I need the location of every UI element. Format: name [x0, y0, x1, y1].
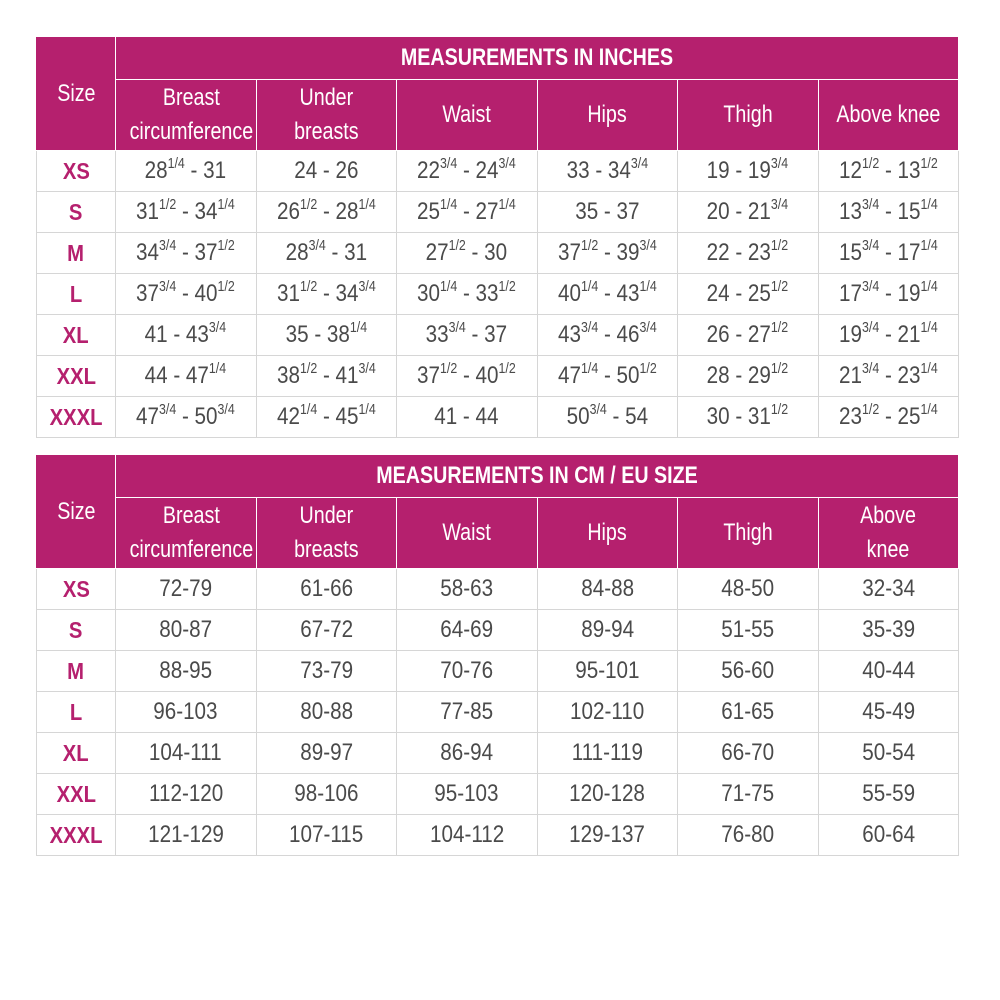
- measurement-value: 89-94: [580, 616, 634, 643]
- table-row: [37, 733, 959, 774]
- measurement-value: 80-87: [159, 616, 213, 643]
- table-title: MEASUREMENTS IN CM / EU SIZE: [116, 455, 959, 498]
- measurement-cell: [537, 356, 678, 397]
- measurement-cell: [537, 274, 678, 315]
- measurement-value: $34^{3/4} - 37^{1/2}$: [136, 237, 236, 266]
- measurement-value: $15^{3/4} - 17^{1/4}$: [838, 237, 938, 266]
- measurement-cell: [678, 733, 819, 774]
- measurement-value: 89-97: [299, 739, 353, 766]
- measurement-cell: [678, 569, 819, 610]
- measurement-value: 40-44: [861, 657, 915, 684]
- table-row: [37, 397, 959, 438]
- measurement-value: 72-79: [159, 575, 213, 602]
- size-label-text: L: [69, 698, 83, 725]
- measurement-cell: [818, 774, 959, 815]
- measurement-cell: [116, 692, 257, 733]
- measurement-value: 95-103: [434, 780, 499, 807]
- measurement-cell: [678, 651, 819, 692]
- measurement-value: 73-79: [299, 657, 353, 684]
- measurement-value: $33^{3/4} - 37$: [426, 319, 508, 348]
- size-label-text: XL: [63, 321, 89, 348]
- measurement-value: $37^{1/2} - 39^{3/4}$: [557, 237, 657, 266]
- measurement-value: 61-66: [299, 575, 353, 602]
- measurement-value: $23^{1/2} - 25^{1/4}$: [838, 401, 938, 430]
- measurement-cell: [818, 569, 959, 610]
- measurement-cell: [818, 733, 959, 774]
- size-label: [37, 569, 116, 610]
- measurement-value: 24 - 26: [294, 157, 359, 184]
- measurement-value: $47^{3/4} - 50^{3/4}$: [136, 401, 236, 430]
- measurement-cell: [256, 151, 397, 192]
- measurement-value: 70-76: [440, 657, 494, 684]
- measurement-cell: [537, 151, 678, 192]
- measurement-value: 86-94: [440, 739, 494, 766]
- table-row: [37, 610, 959, 651]
- measurement-cell: [116, 610, 257, 651]
- measurement-cell: [818, 651, 959, 692]
- measurement-value: 61-65: [721, 698, 775, 725]
- measurement-cell: [537, 397, 678, 438]
- measurement-cell: [678, 815, 819, 856]
- measurement-value: 32-34: [861, 575, 915, 602]
- measurement-cell: [537, 610, 678, 651]
- column-header-breast: Breast circumference: [116, 80, 257, 151]
- measurement-value: $31^{1/2} - 34^{1/4}$: [136, 196, 236, 225]
- measurement-cell: [818, 610, 959, 651]
- size-label: [37, 651, 116, 692]
- measurement-cell: [256, 397, 397, 438]
- measurement-cell: [116, 774, 257, 815]
- measurement-cell: [256, 815, 397, 856]
- measurement-value: $38^{1/2} - 41^{3/4}$: [276, 360, 376, 389]
- measurement-value: $44 - 47^{1/4}$: [145, 360, 227, 389]
- measurement-value: 129-137: [569, 821, 646, 848]
- measurement-value: $30^{1/4} - 33^{1/2}$: [417, 278, 517, 307]
- size-column-header: Size: [37, 37, 116, 151]
- measurement-value: 76-80: [721, 821, 775, 848]
- measurement-value: $30 - 31^{1/2}$: [707, 401, 789, 430]
- measurement-cell: [818, 315, 959, 356]
- measurement-cell: [397, 774, 538, 815]
- measurement-value: 35 - 37: [575, 198, 640, 225]
- size-table-cm: [36, 454, 959, 856]
- measurement-cell: [397, 397, 538, 438]
- measurement-cell: [537, 692, 678, 733]
- measurement-cell: [116, 151, 257, 192]
- measurement-value: 80-88: [299, 698, 353, 725]
- measurement-cell: [818, 233, 959, 274]
- column-header-waist: Waist: [397, 80, 538, 151]
- measurement-value: 71-75: [721, 780, 775, 807]
- measurement-value: $37^{1/2} - 40^{1/2}$: [417, 360, 517, 389]
- size-label-text: S: [69, 198, 83, 225]
- size-label: [37, 733, 116, 774]
- column-header-under-breasts: Under breasts: [256, 80, 397, 151]
- measurement-value: $43^{3/4} - 46^{3/4}$: [557, 319, 657, 348]
- measurement-cell: [397, 692, 538, 733]
- measurement-value: $42^{1/4} - 45^{1/4}$: [276, 401, 376, 430]
- size-label: [37, 774, 116, 815]
- size-label-text: S: [69, 616, 83, 643]
- measurement-value: 95-101: [575, 657, 640, 684]
- measurement-value: 41 - 44: [434, 403, 499, 430]
- measurement-value: 112-120: [148, 780, 223, 807]
- measurement-value: $26 - 27^{1/2}$: [707, 319, 789, 348]
- measurement-cell: [256, 774, 397, 815]
- measurement-value: $28^{1/4} - 31$: [145, 155, 227, 184]
- measurement-cell: [537, 192, 678, 233]
- measurement-value: 60-64: [861, 821, 915, 848]
- measurement-cell: [116, 651, 257, 692]
- measurement-value: 84-88: [580, 575, 634, 602]
- measurement-cell: [256, 233, 397, 274]
- measurement-value: 35-39: [861, 616, 915, 643]
- measurement-value: $31^{1/2} - 34^{3/4}$: [276, 278, 376, 307]
- measurement-cell: [537, 569, 678, 610]
- measurement-value: $19^{3/4} - 21^{1/4}$: [838, 319, 938, 348]
- table-row: [37, 274, 959, 315]
- size-label-text: XXL: [56, 362, 96, 389]
- measurement-value: 77-85: [440, 698, 494, 725]
- size-label: [37, 233, 116, 274]
- measurement-value: 56-60: [721, 657, 775, 684]
- measurement-cell: [397, 356, 538, 397]
- measurement-cell: [818, 815, 959, 856]
- measurement-value: $17^{3/4} - 19^{1/4}$: [838, 278, 938, 307]
- table-row: [37, 192, 959, 233]
- measurement-value: $25^{1/4} - 27^{1/4}$: [417, 196, 517, 225]
- measurement-cell: [537, 233, 678, 274]
- measurement-cell: [256, 569, 397, 610]
- measurement-cell: [678, 151, 819, 192]
- measurement-value: $27^{1/2} - 30$: [426, 237, 508, 266]
- measurement-cell: [256, 315, 397, 356]
- size-label: [37, 397, 116, 438]
- table-row: [37, 356, 959, 397]
- size-label-text: XXXL: [49, 821, 103, 848]
- measurement-cell: [678, 692, 819, 733]
- measurement-value: $28^{3/4} - 31$: [285, 237, 367, 266]
- measurement-cell: [256, 192, 397, 233]
- measurement-cell: [397, 569, 538, 610]
- size-label-text: XXL: [56, 780, 96, 807]
- measurement-value: 104-111: [149, 739, 223, 766]
- measurement-cell: [818, 151, 959, 192]
- measurement-cell: [256, 274, 397, 315]
- measurement-cell: [256, 356, 397, 397]
- column-header-waist: Waist: [397, 498, 538, 569]
- measurement-cell: [256, 692, 397, 733]
- measurement-value: $28 - 29^{1/2}$: [707, 360, 789, 389]
- measurement-cell: [678, 397, 819, 438]
- measurement-cell: [397, 610, 538, 651]
- column-header-above-knee: Above knee: [818, 498, 959, 569]
- measurement-cell: [397, 192, 538, 233]
- measurement-cell: [818, 192, 959, 233]
- size-label: [37, 151, 116, 192]
- measurement-cell: [116, 192, 257, 233]
- measurement-value: $35 - 38^{1/4}$: [285, 319, 367, 348]
- measurement-value: $24 - 25^{1/2}$: [707, 278, 789, 307]
- column-header-under-breasts: Under breasts: [256, 498, 397, 569]
- measurement-cell: [537, 651, 678, 692]
- measurement-value: $26^{1/2} - 28^{1/4}$: [276, 196, 376, 225]
- measurement-cell: [397, 733, 538, 774]
- table-row: [37, 151, 959, 192]
- measurement-cell: [678, 774, 819, 815]
- measurement-value: $22^{3/4} - 24^{3/4}$: [417, 155, 517, 184]
- measurement-cell: [397, 233, 538, 274]
- size-label-text: L: [69, 280, 83, 307]
- measurement-value: $20 - 21^{3/4}$: [707, 196, 789, 225]
- table-row: [37, 692, 959, 733]
- measurement-cell: [397, 651, 538, 692]
- measurement-cell: [537, 815, 678, 856]
- column-header-above-knee: Above knee: [818, 80, 959, 151]
- measurement-value: $12^{1/2} - 13^{1/2}$: [838, 155, 938, 184]
- measurement-cell: [537, 733, 678, 774]
- size-label-text: XS: [62, 157, 90, 184]
- size-label: [37, 192, 116, 233]
- measurement-value: $40^{1/4} - 43^{1/4}$: [557, 278, 657, 307]
- measurement-value: $37^{3/4} - 40^{1/2}$: [136, 278, 236, 307]
- measurement-cell: [397, 274, 538, 315]
- measurement-cell: [116, 274, 257, 315]
- measurement-cell: [678, 274, 819, 315]
- measurement-value: 120-128: [569, 780, 646, 807]
- measurement-value: 104-112: [429, 821, 504, 848]
- table-row: [37, 651, 959, 692]
- measurement-value: $22 - 23^{1/2}$: [707, 237, 789, 266]
- measurement-cell: [256, 733, 397, 774]
- size-label: [37, 692, 116, 733]
- measurement-value: $50^{3/4} - 54$: [566, 401, 648, 430]
- measurement-value: 102-110: [570, 698, 645, 725]
- measurement-cell: [537, 315, 678, 356]
- size-label: [37, 815, 116, 856]
- measurement-value: 88-95: [159, 657, 213, 684]
- measurement-cell: [678, 315, 819, 356]
- measurement-cell: [116, 397, 257, 438]
- measurement-value: 48-50: [721, 575, 775, 602]
- measurement-cell: [818, 397, 959, 438]
- column-header-thigh: Thigh: [678, 80, 819, 151]
- measurement-cell: [678, 192, 819, 233]
- measurement-cell: [678, 356, 819, 397]
- table-row: [37, 569, 959, 610]
- size-label-text: XS: [62, 575, 90, 602]
- measurement-cell: [537, 774, 678, 815]
- measurement-value: $13^{3/4} - 15^{1/4}$: [838, 196, 938, 225]
- measurement-cell: [116, 315, 257, 356]
- size-label: [37, 274, 116, 315]
- column-header-breast: Breast circumference: [116, 498, 257, 569]
- measurement-value: 67-72: [299, 616, 353, 643]
- measurement-value: 107-115: [289, 821, 364, 848]
- measurement-cell: [818, 274, 959, 315]
- measurement-value: $21^{3/4} - 23^{1/4}$: [838, 360, 938, 389]
- column-header-thigh: Thigh: [678, 498, 819, 569]
- measurement-cell: [678, 233, 819, 274]
- measurement-value: 96-103: [153, 698, 218, 725]
- measurement-value: 121-129: [147, 821, 224, 848]
- column-header-hips: Hips: [537, 498, 678, 569]
- measurement-cell: [256, 651, 397, 692]
- table-row: [37, 774, 959, 815]
- measurement-cell: [397, 151, 538, 192]
- measurement-value: 64-69: [440, 616, 494, 643]
- column-header-hips: Hips: [537, 80, 678, 151]
- size-label-text: M: [67, 239, 85, 266]
- measurement-cell: [397, 315, 538, 356]
- measurement-cell: [397, 815, 538, 856]
- size-label: [37, 356, 116, 397]
- measurement-cell: [116, 356, 257, 397]
- measurement-value: 51-55: [721, 616, 775, 643]
- size-label: [37, 610, 116, 651]
- measurement-value: $47^{1/4} - 50^{1/2}$: [557, 360, 657, 389]
- measurement-value: 98-106: [294, 780, 359, 807]
- table-title: MEASUREMENTS IN INCHES: [116, 37, 959, 80]
- table-row: [37, 815, 959, 856]
- measurement-cell: [116, 733, 257, 774]
- table-row: [37, 233, 959, 274]
- size-label-text: XL: [63, 739, 89, 766]
- measurement-value: $33 - 34^{3/4}$: [566, 155, 648, 184]
- size-label-text: XXXL: [49, 403, 103, 430]
- measurement-value: $19 - 19^{3/4}$: [707, 155, 789, 184]
- measurement-cell: [256, 610, 397, 651]
- size-column-header: Size: [37, 455, 116, 569]
- size-label-text: M: [67, 657, 85, 684]
- measurement-value: 58-63: [440, 575, 494, 602]
- measurement-cell: [818, 692, 959, 733]
- table-body: [37, 569, 959, 856]
- measurement-cell: [678, 610, 819, 651]
- table-row: [37, 315, 959, 356]
- measurement-cell: [116, 233, 257, 274]
- measurement-cell: [116, 815, 257, 856]
- measurement-value: 45-49: [861, 698, 915, 725]
- measurement-cell: [818, 356, 959, 397]
- measurement-value: 55-59: [861, 780, 915, 807]
- measurement-cell: [116, 569, 257, 610]
- measurement-value: 50-54: [861, 739, 915, 766]
- measurement-value: $41 - 43^{3/4}$: [145, 319, 227, 348]
- measurement-value: 66-70: [721, 739, 775, 766]
- measurement-value: 111-119: [571, 739, 643, 766]
- size-table-inches: [36, 36, 959, 438]
- size-label: [37, 315, 116, 356]
- table-body: [37, 151, 959, 438]
